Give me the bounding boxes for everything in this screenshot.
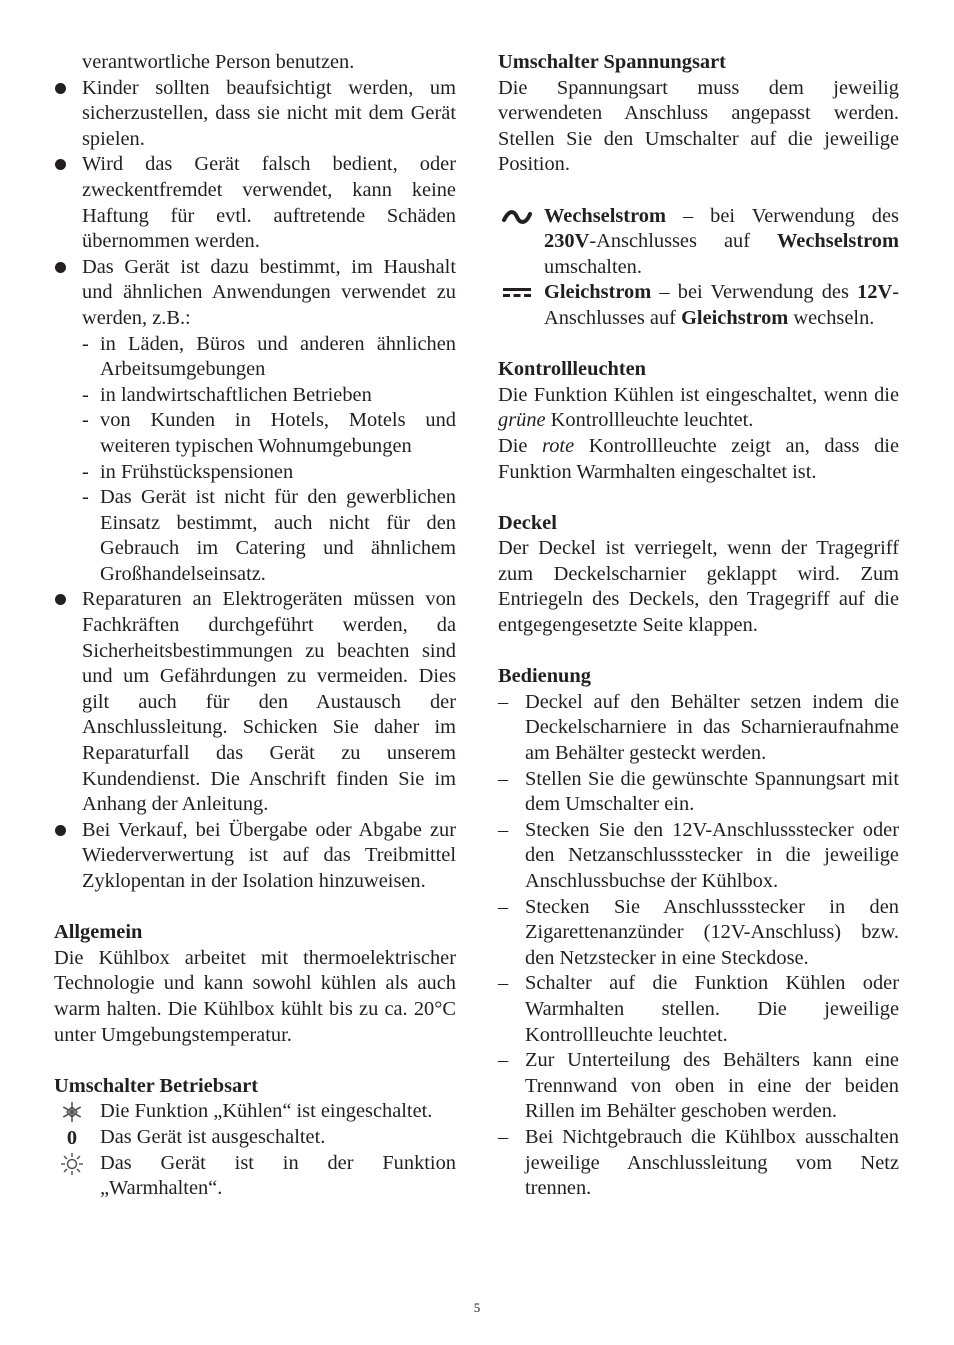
voltage-item-dc: Gleichstrom – bei Verwendung des 12V-Anschlusses auf Gleichstrom wechseln.	[498, 280, 899, 331]
bullet-item: Kinder sollten beaufsichtigt werden, um sicherzustellen, dass sie nicht mit dem Gerät spielen.	[54, 76, 456, 153]
direct-current-icon	[501, 282, 533, 304]
page-number: 5	[473, 1300, 481, 1315]
bullet-dot	[55, 825, 66, 836]
snowflake-icon	[60, 1100, 84, 1124]
bullet-item: Das Gerät ist dazu bestimmt, im Haushalt und ähnlichen Anwendungen verwendet zu werden, z.B.:	[54, 255, 456, 332]
mode-item-off: 0 Das Gerät ist ausgeschaltet.	[54, 1125, 456, 1151]
sub-list-item: - in Läden, Büros und anderen ähnlichen Arbeitsumgebungen	[82, 332, 456, 381]
bullet-item: Bei Verkauf, bei Übergabe oder Abgabe zur Wiederverwertung ist auf das Treibmittel Zyklopentan in der Isolation hinzuweisen.	[54, 818, 456, 895]
voltage-item-ac: Wechselstrom – bei Verwendung des 230V-Anschlusses auf Wechselstrom umschalten.	[498, 204, 899, 281]
section-title-spannungsart: Umschalter Spannungsart	[498, 51, 726, 73]
mode-item-cooling: Die Funktion „Kühlen“ ist eingeschaltet.	[54, 1099, 456, 1125]
kontrollleuchten-text-2: Die rote Kontrollleuchte zeigt an, dass die Funktion Warmhalten eingeschaltet ist.	[498, 434, 899, 483]
bedienung-step: – Stecken Sie den 12V-Anschlussstecker oder den Netzanschlussstecker in die jeweilige Anschlussbuchse der Kühlbox.	[498, 818, 899, 892]
sun-icon	[60, 1152, 84, 1176]
sub-list-item: - in Frühstückspensionen	[82, 460, 294, 483]
bullet-item: Reparaturen an Elektrogeräten müssen von Fachkräften durchgeführt werden, da Sicherheitsbestimmungen zu beachten sind und um Gefährdungen zu vermeiden. Dies gilt auch für den Austausch der Anschlussleitung. Schicken Sie daher im Reparaturfall das Gerät zu unserem Kundendienst. Die Anschrift finden Sie im Anhang der Anleitung.	[54, 587, 456, 817]
sub-list-item: - von Kunden in Hotels, Motels und weiteren typischen Wohnumgebungen	[82, 409, 456, 457]
bullet-dot	[55, 83, 66, 94]
bedienung-step: – Schalter auf die Funktion Kühlen oder Warmhalten stellen. Die jeweilige Kontrollleuchte leuchtet.	[498, 972, 899, 1046]
section-title-deckel: Deckel	[498, 511, 557, 534]
alternating-current-icon	[501, 206, 533, 228]
right-column	[498, 50, 899, 1202]
allgemein-text: Die Kühlbox arbeitet mit thermoelektrischer Technologie und kann sowohl kühlen als auch warm halten. Die Kühlbox kühlt bis zu ca. 20°C unter Umgebungstemperatur.	[54, 946, 456, 1046]
bullet-dot	[55, 159, 66, 170]
deckel-text: Der Deckel ist verriegelt, wenn der Tragegriff zum Deckelscharnier geklappt wird. Zum Entriegeln des Deckels, den Tragegriff auf die entgegengesetzte Seite klappen.	[498, 537, 899, 637]
sub-list-item: - in landwirtschaftlichen Betrieben	[82, 383, 372, 406]
sub-list-item: - Das Gerät ist nicht für den gewerblichen Einsatz bestimmt, auch nicht für den Gebrauch im Catering und ähnlichem Großhandelseinsatz.	[82, 486, 456, 585]
left-column	[54, 50, 456, 1202]
section-title-allgemein: Allgemein	[54, 921, 143, 944]
bedienung-step: – Zur Unterteilung des Behälters kann eine Trennwand von oben in eine der beiden Rillen im Behälter geschoben werden.	[498, 1049, 899, 1123]
bedienung-step: – Stellen Sie die gewünschte Spannungsart mit dem Umschalter ein.	[498, 767, 899, 816]
spannungsart-text: Die Spannungsart muss dem jeweilig verwendeten Anschluss angepasst werden. Stellen Sie den Umschalter auf die jeweilige Position.	[498, 76, 899, 176]
bedienung-step: – Stecken Sie Anschlussstecker in den Zigarettenanzünder (12V-Anschluss) bzw. den Netzstecker in eine Steckdose.	[498, 895, 899, 969]
zero-symbol: 0	[66, 1126, 78, 1149]
section-title-bedienung: Bedienung	[498, 665, 591, 688]
section-title-betriebsart: Umschalter Betriebsart	[54, 1074, 259, 1097]
bullet-dot	[55, 594, 66, 605]
bullet-dot	[55, 262, 66, 273]
bedienung-step: – Bei Nichtgebrauch die Kühlbox ausschalten jeweilige Anschlussleitung vom Netz trennen.	[498, 1125, 899, 1200]
section-title-kontrollleuchten: Kontrollleuchten	[498, 358, 647, 381]
bedienung-step: – Deckel auf den Behälter setzen indem die Deckelscharniere in das Scharnieraufnahme am Behälter gesteckt werden.	[498, 690, 899, 765]
mode-item-warm: Das Gerät ist in der Funktion „Warmhalten“.	[54, 1151, 456, 1202]
intro-fragment: verantwortliche Person benutzen.	[82, 51, 355, 73]
kontrollleuchten-text-1: Die Funktion Kühlen ist eingeschaltet, wenn die grüne Kontrollleuchte leuchtet.	[498, 383, 899, 432]
bullet-item: Wird das Gerät falsch bedient, oder zweckentfremdet verwendet, kann keine Haftung für evtl. auftretende Schäden übernommen werden.	[54, 152, 456, 254]
